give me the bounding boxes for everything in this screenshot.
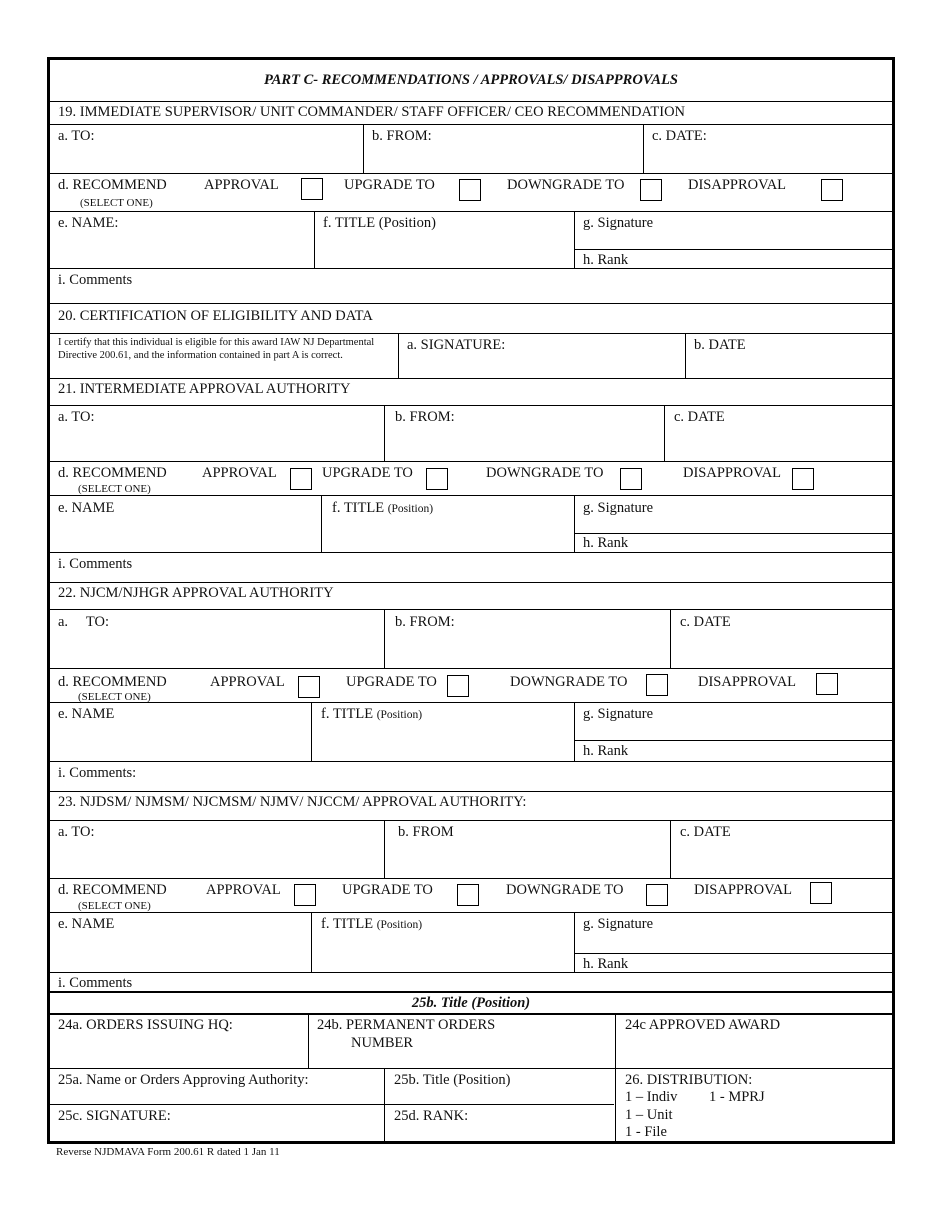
s22-title-sub: (Position) — [376, 709, 423, 721]
divider — [321, 495, 322, 552]
s22-disapproval-checkbox[interactable] — [816, 673, 838, 695]
divider — [311, 912, 312, 972]
form-footer: Reverse NJDMAVA Form 200.61 R dated 1 Jan 11 — [56, 1146, 280, 1158]
s23-signature-label[interactable]: g. Signature — [583, 916, 654, 932]
divider — [574, 953, 892, 954]
part-d-title: 25b. Title (Position) — [411, 995, 531, 1011]
divider — [50, 211, 892, 212]
s22-recommend-label: d. RECOMMEND — [58, 674, 167, 690]
s21-rank-label[interactable]: h. Rank — [583, 535, 629, 551]
s23-title-text: f. TITLE — [321, 916, 374, 932]
divider — [50, 972, 892, 973]
divider — [50, 268, 892, 269]
divider — [384, 405, 385, 461]
divider — [50, 461, 892, 462]
distribution-indiv: 1 – Indiv — [625, 1089, 678, 1105]
s23-disapproval-label: DISAPPROVAL — [694, 882, 793, 898]
s21-disapproval-label: DISAPPROVAL — [683, 465, 782, 481]
s23-title-label[interactable] — [321, 916, 422, 934]
s19-title-label[interactable]: f. TITLE (Position) — [323, 215, 436, 231]
section-20-heading: 20. CERTIFICATION OF ELIGIBILITY AND DATA — [58, 308, 373, 324]
divider — [314, 211, 315, 268]
s19-from-label[interactable]: b. FROM: — [372, 128, 432, 144]
divider — [670, 820, 671, 878]
s19-comments-label[interactable]: i. Comments — [58, 272, 133, 288]
s21-approval-label: APPROVAL — [202, 465, 277, 481]
divider — [50, 124, 892, 125]
s22-downgrade-checkbox[interactable] — [646, 674, 668, 696]
s23-name-label[interactable]: e. NAME — [58, 916, 115, 932]
divider — [308, 1015, 309, 1068]
s19-downgrade-label: DOWNGRADE TO — [507, 177, 625, 193]
s19-disapproval-label: DISAPPROVAL — [688, 177, 787, 193]
authority-title-label: 25b. Title (Position) — [394, 1072, 511, 1088]
part-c-title: PART C- RECOMMENDATIONS / APPROVALS/ DISAPPROVALS — [263, 72, 678, 88]
s19-upgrade-checkbox[interactable] — [459, 179, 481, 201]
divider — [50, 173, 892, 174]
divider — [685, 333, 686, 378]
divider — [384, 1068, 385, 1141]
divider — [50, 552, 892, 553]
s23-from-label[interactable]: b. FROM — [398, 824, 454, 840]
divider — [50, 582, 892, 583]
s22-title-text: f. TITLE — [321, 706, 374, 722]
divider — [363, 124, 364, 173]
s22-disapproval-label: DISAPPROVAL — [698, 674, 797, 690]
s22-approval-label: APPROVAL — [210, 674, 285, 690]
divider — [384, 609, 385, 668]
s21-date-label[interactable]: c. DATE — [674, 409, 725, 425]
divider — [50, 405, 892, 406]
s22-signature-label[interactable]: g. Signature — [583, 706, 654, 722]
s22-name-label[interactable]: e. NAME — [58, 706, 115, 722]
divider — [615, 1015, 616, 1141]
divider — [384, 820, 385, 878]
s23-downgrade-label: DOWNGRADE TO — [506, 882, 624, 898]
s20-signature-label[interactable]: a. SIGNATURE: — [407, 337, 506, 353]
s19-signature-label[interactable]: g. Signature — [583, 215, 654, 231]
award-form-reverse — [47, 57, 895, 1144]
signature-25c-label[interactable]: 25c. SIGNATURE: — [58, 1108, 171, 1124]
s19-rank-label[interactable]: h. Rank — [583, 252, 629, 268]
divider — [574, 211, 575, 268]
divider — [50, 1068, 892, 1069]
s21-name-label[interactable]: e. NAME — [58, 500, 115, 516]
divider — [50, 878, 892, 879]
divider — [643, 124, 644, 173]
s21-title-label[interactable] — [332, 500, 433, 518]
s21-to-label[interactable]: a. TO: — [58, 409, 95, 425]
s21-approval-checkbox[interactable] — [290, 468, 312, 490]
s21-signature-label[interactable]: g. Signature — [583, 500, 654, 516]
s23-upgrade-label: UPGRADE TO — [342, 882, 433, 898]
section-22-heading: 22. NJCM/NJHGR APPROVAL AUTHORITY — [58, 585, 334, 601]
distribution-label: 26. DISTRIBUTION: — [625, 1072, 753, 1088]
approved-award-label[interactable]: 24c APPROVED AWARD — [625, 1017, 781, 1033]
distribution-file: 1 - File — [625, 1124, 667, 1140]
divider — [50, 668, 892, 669]
s23-comments-label[interactable]: i. Comments — [58, 975, 133, 991]
divider — [50, 101, 892, 102]
s19-downgrade-checkbox[interactable] — [640, 179, 662, 201]
s21-upgrade-label: UPGRADE TO — [322, 465, 413, 481]
s22-date-label[interactable]: c. DATE — [680, 614, 731, 630]
s20-date-label[interactable]: b. DATE — [694, 337, 746, 353]
s19-select-one: (SELECT ONE) — [80, 197, 153, 209]
s21-downgrade-checkbox[interactable] — [620, 468, 642, 490]
divider — [574, 533, 892, 534]
s21-title-text: f. TITLE — [332, 500, 385, 516]
distribution-mprj: 1 - MPRJ — [709, 1089, 765, 1105]
divider — [50, 333, 892, 334]
s21-comments-label[interactable]: i. Comments — [58, 556, 133, 572]
s23-approval-label: APPROVAL — [206, 882, 281, 898]
divider — [50, 1104, 614, 1105]
divider — [311, 702, 312, 761]
divider — [50, 303, 892, 304]
divider — [50, 1013, 892, 1015]
permanent-orders-label[interactable]: 24b. PERMANENT ORDERS — [317, 1017, 496, 1033]
s19-recommend-label: d. RECOMMEND — [58, 177, 167, 193]
s19-approval-label: APPROVAL — [204, 177, 279, 193]
divider — [50, 378, 892, 379]
s23-approval-checkbox[interactable] — [294, 884, 316, 906]
s21-upgrade-checkbox[interactable] — [426, 468, 448, 490]
s23-rank-label[interactable]: h. Rank — [583, 956, 629, 972]
approving-authority-label[interactable]: 25a. Name or Orders Approving Authority: — [58, 1072, 309, 1088]
s22-downgrade-label: DOWNGRADE TO — [510, 674, 628, 690]
s21-downgrade-label: DOWNGRADE TO — [486, 465, 604, 481]
s23-recommend-label: d. RECOMMEND — [58, 882, 167, 898]
orders-issuing-hq-label[interactable]: 24a. ORDERS ISSUING HQ: — [58, 1017, 233, 1033]
s21-from-label[interactable]: b. FROM: — [395, 409, 455, 425]
s19-name-label[interactable]: e. NAME: — [58, 215, 119, 231]
s23-select-one: (SELECT ONE) — [78, 900, 151, 912]
s23-upgrade-checkbox[interactable] — [457, 884, 479, 906]
s21-title-sub: (Position) — [387, 503, 434, 515]
s22-comments-label[interactable]: i. Comments: — [58, 765, 137, 781]
divider — [574, 702, 575, 761]
divider — [670, 609, 671, 668]
section-21-heading: 21. INTERMEDIATE APPROVAL AUTHORITY — [58, 381, 351, 397]
divider — [50, 609, 892, 610]
divider — [50, 991, 892, 993]
s22-to-label[interactable]: a. TO: — [58, 614, 110, 630]
s19-disapproval-checkbox[interactable] — [821, 179, 843, 201]
s23-downgrade-checkbox[interactable] — [646, 884, 668, 906]
divider — [664, 405, 665, 461]
rank-25d-label[interactable]: 25d. RANK: — [394, 1108, 469, 1124]
s21-select-one: (SELECT ONE) — [78, 483, 151, 495]
s21-disapproval-checkbox[interactable] — [792, 468, 814, 490]
s23-date-label[interactable]: c. DATE — [680, 824, 731, 840]
s22-title-label[interactable] — [321, 706, 422, 724]
s22-upgrade-label: UPGRADE TO — [346, 674, 437, 690]
divider — [574, 912, 575, 972]
permanent-orders-number-label: NUMBER — [351, 1035, 414, 1051]
divider — [574, 740, 892, 741]
divider — [50, 791, 892, 792]
divider — [398, 333, 399, 378]
s22-upgrade-checkbox[interactable] — [447, 675, 469, 697]
s22-select-one: (SELECT ONE) — [78, 691, 151, 703]
divider — [50, 702, 892, 703]
certification-statement: I certify that this individual is eligible for this award IAW NJ Departmental Directive 200.61, and the information contained in part A is correct. — [58, 337, 375, 361]
distribution-unit: 1 – Unit — [625, 1107, 673, 1123]
s19-date-label[interactable]: c. DATE: — [652, 128, 707, 144]
s19-to-label[interactable]: a. TO: — [58, 128, 95, 144]
divider — [50, 761, 892, 762]
section-19-heading: 19. IMMEDIATE SUPERVISOR/ UNIT COMMANDER/ STAFF OFFICER/ CEO RECOMMENDATION — [58, 104, 686, 120]
s19-upgrade-label: UPGRADE TO — [344, 177, 435, 193]
divider — [50, 495, 892, 496]
s22-rank-label[interactable]: h. Rank — [583, 743, 629, 759]
divider — [50, 820, 892, 821]
s23-title-sub: (Position) — [376, 919, 423, 931]
s23-disapproval-checkbox[interactable] — [810, 882, 832, 904]
s22-approval-checkbox[interactable] — [298, 676, 320, 698]
s22-from-label[interactable]: b. FROM: — [395, 614, 455, 630]
section-23-heading: 23. NJDSM/ NJMSM/ NJCMSM/ NJMV/ NJCCM/ APPROVAL AUTHORITY: — [58, 794, 527, 810]
s23-to-label[interactable]: a. TO: — [58, 824, 95, 840]
s21-recommend-label: d. RECOMMEND — [58, 465, 167, 481]
divider — [50, 912, 892, 913]
s19-approval-checkbox[interactable] — [301, 178, 323, 200]
divider — [574, 249, 892, 250]
divider — [574, 495, 575, 552]
